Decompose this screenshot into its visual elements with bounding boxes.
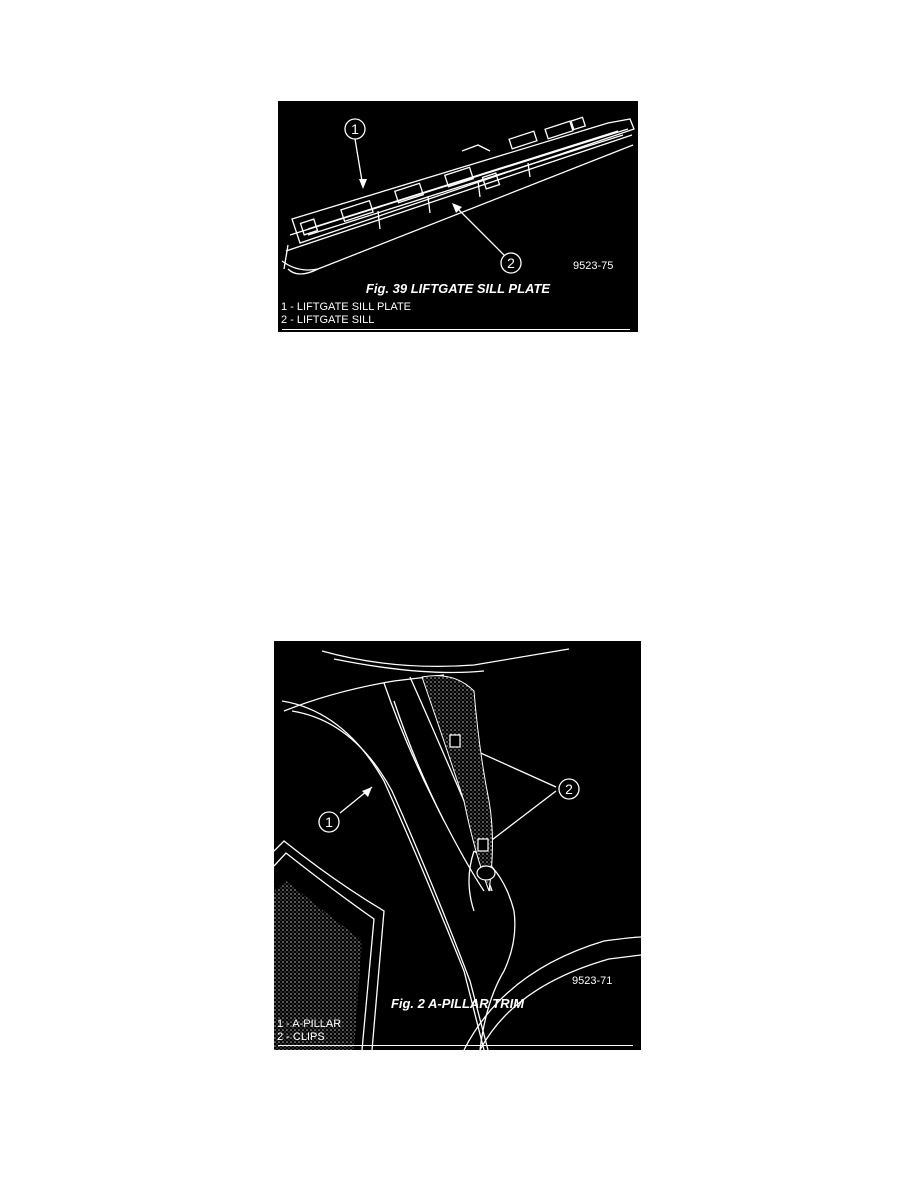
figure-code: 9523-75 bbox=[573, 260, 614, 272]
legend-item: 2 - CLIPS bbox=[277, 1031, 325, 1043]
figure-caption: Fig. 2 A-PILLAR TRIM bbox=[390, 996, 525, 1011]
legend-divider bbox=[278, 1045, 633, 1046]
figure-liftgate-sill-plate bbox=[278, 101, 638, 332]
figure-legend bbox=[281, 301, 411, 327]
figure-caption: Fig. 39 LIFTGATE SILL PLATE bbox=[365, 281, 551, 296]
legend-divider bbox=[282, 329, 630, 330]
callout-2: 2 bbox=[565, 781, 573, 797]
legend-item: 1 - A-PILLAR bbox=[277, 1018, 342, 1030]
liftgate-sill-illustration bbox=[278, 101, 638, 332]
callout-1: 1 bbox=[325, 814, 333, 830]
figure-legend bbox=[277, 1018, 341, 1044]
legend-item: 1 - LIFTGATE SILL PLATE bbox=[281, 301, 412, 313]
a-pillar-illustration bbox=[274, 641, 641, 1050]
figure-code: 9523-71 bbox=[572, 975, 613, 987]
figure-a-pillar-trim bbox=[274, 641, 641, 1050]
callout-2: 2 bbox=[507, 255, 515, 271]
callout-1: 1 bbox=[351, 121, 359, 137]
legend-item: 2 - LIFTGATE SILL bbox=[281, 314, 375, 326]
